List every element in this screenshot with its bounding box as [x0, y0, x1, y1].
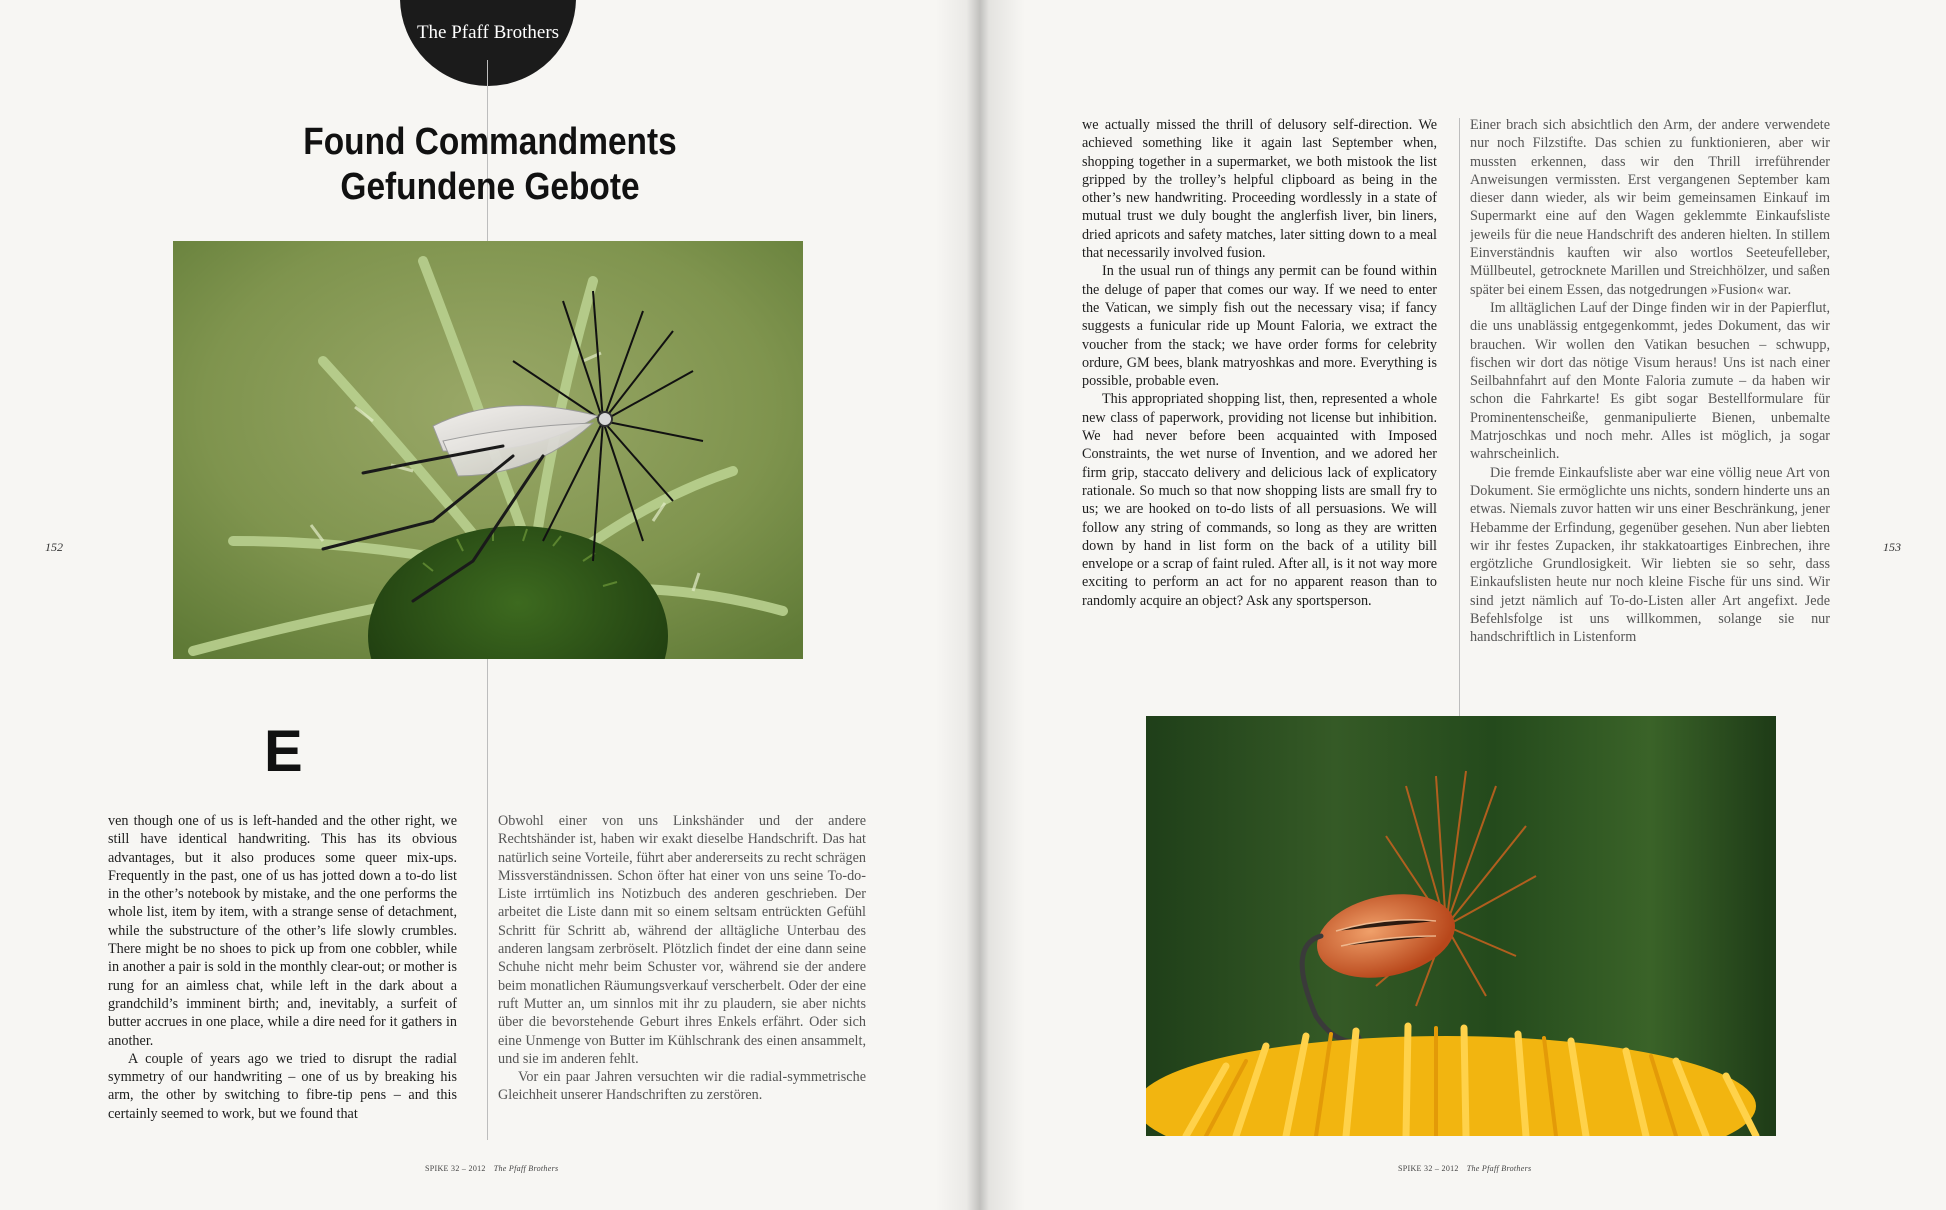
german-column-left: [498, 812, 866, 1105]
paragraph: we actually missed the thrill of delusory self-direction. We achieved something like it again last September when, shopping together in a supermarket, we both mistook the list gripped by the trolley’s helpful clipboard as being in the other’s new handwriting. Proceeding wordlessly in a state of mutual trust we duly bought the anglerfish liver, bin liners, dried apricots and safety matches, later sitting down to a meal that necessarily involved fusion.: [1082, 117, 1437, 262]
fishing-fly-on-thistle-photo: [173, 241, 803, 659]
paragraph: ven though one of us is left-handed and the other right, we still have identical handwriting. This has its obvious advantages, but it also produces some queer mix-ups. Frequently in the past, one of us has jotted down a to-do list in the other’s notebook by mistake, and the one performs the whole list, item by item, with a strange sense of detachment, while the substructure of the other’s life slowly crumbles. There might be no shoes to pick up from one cobbler, while in another a pair is sold in the monthly clear-out; or mother is rung for an aimless chat, while left in the dark about a grandchild’s imminent birth; and, inevitably, a surfeit of butter accrues in one place, while a dire need for it gathers in another.: [108, 813, 457, 1049]
footer-section: The Pfaff Brothers: [1466, 1164, 1532, 1173]
english-column-right: [1082, 116, 1437, 610]
paragraph: Einer brach sich absichtlich den Arm, der andere verwendete nur noch Filzstifte. Das schien zu funktionieren, aber wir mussten erkennen, dass wir den Thrill irreführender Anweisungen vermissten. Erst vergangenen September kam dieser dann wieder, als wir beim gemeinsamen Einkauf im Supermarkt eine auf den Wagen geklemmte Einkaufsliste jeweils für die neue Handschrift des anderen hielten. In stillem Einverständnis kauften wir also wortlos Seeteufelleber, Müllbeutel, getrocknete Marillen und Streichhölzer, und saßen später bei einem Essen, das notgedrungen »Fusion« war.: [1470, 117, 1830, 298]
paragraph: This appropriated shopping list, then, represented a whole new class of paperwork, providing not license but inhibition. We had never before been acquainted with Imposed Constraints, the wet nurse of Invention, and we adored her firm grip, staccato delivery and delicious lack of explicatory rationale. So much so that now shopping lists are small fry to us; we are hooked on to-do lists of all persuasions. We will follow any string of commands, so long as they are written down by hand in list form on the back of a utility bill envelope or a scrap of faint ruled. After all, is it not way more exciting to perform an act for no apparent reason than to randomly acquire an object? Ask any sportsperson.: [1082, 391, 1437, 609]
fly-thistle-illustration: [173, 241, 803, 659]
article-title: [270, 120, 710, 210]
footer-section: The Pfaff Brothers: [493, 1164, 559, 1173]
paragraph: Die fremde Einkaufsliste aber war eine völlig neue Art von Dokument. Sie ermöglichte uns nichts, sondern hinderte uns an etwas. Niemals zuvor hatten wir uns einer Beschränkung, jener Hebamme der Erfindung, gegenüber gesehen. Nun aber liebten wir ihr festes Zupacken, ihr stakkatoartiges Einbrechen, ihre ergötzliche Grundlosigkeit. Wir liebten sie so sehr, dass Einkaufslisten heute nur noch kleine Fische für uns sind. Wir sind jetzt nämlich auf To-do-Listen aller Art angefixt. Jede Befehlsfolge ist uns willkommen, solange sie nur handschriftlich in Listenform: [1470, 464, 1830, 646]
section-tab: [400, 0, 576, 86]
footer-right: [1398, 1164, 1531, 1173]
footer-issue: SPIKE 32 – 2012: [1398, 1164, 1459, 1173]
fly-dandelion-illustration: [1146, 716, 1776, 1136]
column-divider-line: [1459, 118, 1460, 718]
german-column-right: [1470, 116, 1830, 668]
right-page: [975, 0, 1946, 1210]
paragraph: A couple of years ago we tried to disrupt the radial symmetry of our handwriting – one of us by breaking his arm, the other by switching to fibre-tip pens – and this certainly seemed to work, but we found that: [108, 1050, 457, 1122]
paragraph: Vor ein paar Jahren versuchten wir die radial-symmetrische Gleichheit unserer Handschriften zu zerstören.: [498, 1069, 866, 1104]
footer-left: [425, 1164, 558, 1173]
drop-cap: E: [264, 719, 303, 784]
title-german: Gefundene Gebote: [340, 166, 640, 208]
title-english: Found Commandments: [303, 121, 677, 163]
page-number-left: 152: [45, 540, 63, 554]
paragraph: Obwohl einer von uns Linkshänder und der andere Rechtshänder ist, haben wir exakt dieselbe Handschrift. Das hat natürlich seine Vorteile, führt aber andererseits zu recht schrägen Missverständnissen. Schon öfter hat einer von uns seine To-do-Liste irrtümlich ins Notizbuch des anderen geschrieben. Der arbeitet die Liste dann mit so einem seltsam entrückten Gefühl Schritt für Schritt ab, während der alltägliche Unterbau des anderen langsam zerbröselt. Plötzlich findet der eine dann seine Schuhe nicht mehr beim Schuster vor, während sie der andere beim monatlichen Räumungsverkauf verscherbelt. Oder der eine ruft Mutter an, um sinnlos mit ihr zu plaudern, sie aber nichts über die bevorstehende Geburt ihres Enkels erfährt. Oder sich eine Unmenge von Butter im Kühlschrank des einen ansammelt, und sie im anderen fehlt.: [498, 813, 866, 1067]
orange-fishing-fly-on-dandelion-photo: [1146, 716, 1776, 1136]
footer-issue: SPIKE 32 – 2012: [425, 1164, 486, 1173]
english-column-left: [108, 812, 457, 1123]
section-tab-label: The Pfaff Brothers: [416, 22, 560, 43]
page-number-right: 153: [1883, 540, 1901, 554]
paragraph: Im alltäglichen Lauf der Dinge finden wir in der Papierflut, die uns unablässig entgegenkommt, jedes Dokument, das wir brauchen. Wir wollen den Vatikan besuchen – schwupp, fischen wir dort das nötige Visum heraus! Uns ist nach einer Seilbahnfahrt auf den Monte Faloria zumute – da haben wir schon die Fahrkarte! Es gibt sogar Bestellformulare für Prominentenscheiße, genmanipulierte Bienen, unbemalte Matrjoschkas und noch mehr. Alles ist möglich, ja sogar wahrscheinlich.: [1470, 299, 1830, 463]
paragraph: In the usual run of things any permit can be found within the deluge of paper that comes our way. If we need to enter the Vatican, we simply fish out the necessary visa; if fancy suggests a funicular ride up Mount Faloria, we extract the voucher from the stack; we have order forms for celebrity ordure, GM bees, blank matryoshkas and more. Everything is possible, probable even.: [1082, 263, 1437, 390]
